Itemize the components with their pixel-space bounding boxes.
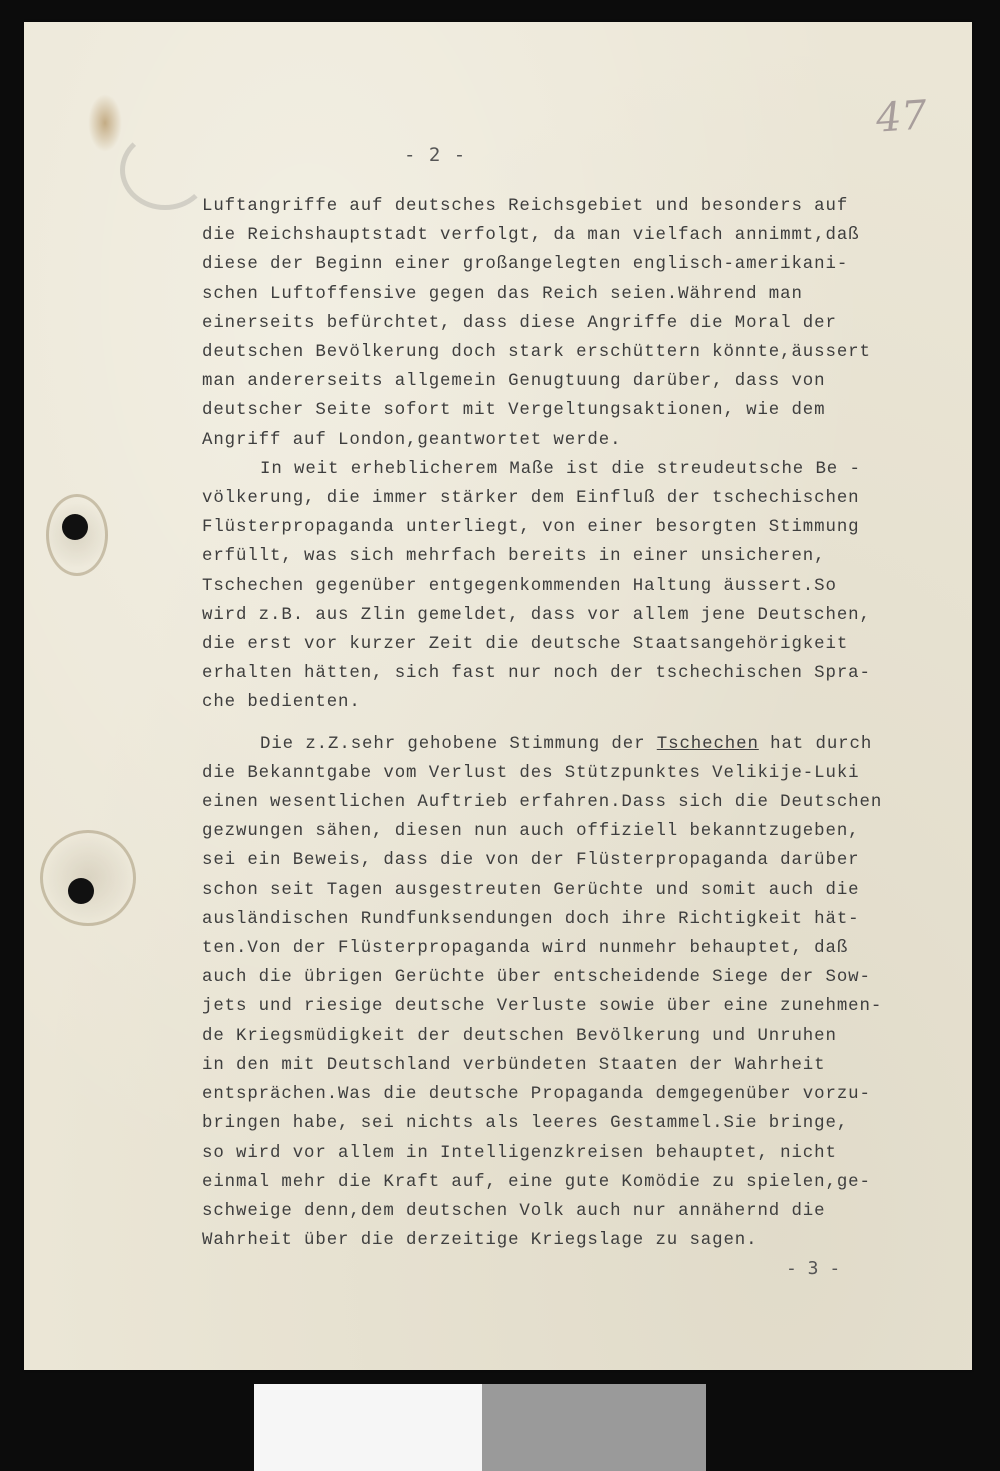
text-line: sei ein Beweis, dass die von der Flüsterpropaganda darüber: [202, 851, 860, 871]
text-line: deutschen Bevölkerung doch stark erschüttern könnte,äussert: [202, 343, 871, 363]
text-line: völkerung, die immer stärker dem Einfluß der tschechischen: [202, 489, 860, 509]
text-line: man andererseits allgemein Genugtuung darüber, dass von: [202, 372, 826, 392]
text-line: wird z.B. aus Zlin gemeldet, dass vor allem jene Deutschen,: [202, 605, 871, 625]
text-line: Wahrheit über die derzeitige Kriegslage zu sagen.: [202, 1231, 758, 1251]
text-line: schweige denn,dem deutschen Volk auch nur annähernd die: [202, 1201, 826, 1221]
page-number: - 2 -: [404, 144, 467, 166]
text-line: Luftangriffe auf deutsches Reichsgebiet und besonders auf: [202, 197, 849, 216]
calibration-strip-grey: [482, 1384, 706, 1471]
text-line: Angriff auf London,geantwortet werde.: [202, 430, 622, 450]
text-line: deutscher Seite sofort mit Vergeltungsaktionen, wie dem: [202, 401, 826, 421]
text-line: entsprächen.Was die deutsche Propaganda demgegenüber vorzu-: [202, 1085, 871, 1105]
text-line: einmal mehr die Kraft auf, eine gute Komödie zu spielen,ge-: [202, 1172, 871, 1192]
text-line: gezwungen sähen, diesen nun auch offiziell bekanntzugeben,: [202, 822, 860, 842]
text-line: In weit erheblicherem Maße ist die streudeutsche Be -: [260, 459, 861, 479]
paragraph-gap: [202, 718, 922, 730]
text-segment: hat durch: [758, 734, 873, 754]
text-line: erfüllt, was sich mehrfach bereits in einer unsicheren,: [202, 547, 826, 567]
grey-smudge-top-left: [120, 130, 210, 210]
text-line: diese der Beginn einer großangelegten englisch-amerikani-: [202, 255, 849, 275]
text-line: erhalten hätten, sich fast nur noch der tschechischen Spra-: [202, 664, 871, 684]
text-line: Tschechen gegenüber entgegenkommenden Haltung äussert.So: [202, 576, 837, 596]
text-line: so wird vor allem in Intelligenzkreisen behauptet, nicht: [202, 1143, 837, 1163]
text-line: jets und riesige deutsche Verluste sowie über eine zunehmen-: [202, 997, 883, 1017]
text-segment: Die z.Z.sehr gehobene Stimmung der: [260, 734, 657, 754]
text-line: einerseits befürchtet, dass diese Angriffe die Moral der: [202, 313, 837, 333]
text-line: die Reichshauptstadt verfolgt, da man vielfach annimmt,daß: [202, 226, 860, 246]
text-line: auch die übrigen Gerüchte über entscheidende Siege der Sow-: [202, 968, 871, 988]
burn-ring-bottom: [40, 830, 136, 926]
folio-number: 47: [874, 92, 929, 142]
underlined-word: Tschechen: [656, 734, 759, 754]
text-line: ausländischen Rundfunksendungen doch ihre Richtigkeit hät-: [202, 909, 860, 929]
text-line: che bedienten.: [202, 693, 361, 713]
calibration-strip-white: [254, 1384, 482, 1471]
rust-stain-top-left: [88, 94, 122, 152]
text-line: [202, 730, 922, 759]
punch-hole-bottom: [68, 878, 94, 904]
text-line: ten.Von der Flüsterpropaganda wird nunmehr behauptet, daß: [202, 939, 849, 959]
catchword: - 3 -: [786, 1258, 841, 1279]
text-line: schon seit Tagen ausgestreuten Gerüchte und somit auch die: [202, 880, 860, 900]
text-line: in den mit Deutschland verbündeten Staaten der Wahrheit: [202, 1055, 826, 1075]
body-text: [202, 192, 922, 1255]
text-line: schen Luftoffensive gegen das Reich seien.Während man: [202, 284, 803, 304]
text-line: die Bekanntgabe vom Verlust des Stützpunktes Velikije-Luki: [202, 763, 860, 783]
text-line: die erst vor kurzer Zeit die deutsche Staatsangehörigkeit: [202, 635, 849, 655]
text-line: de Kriegsmüdigkeit der deutschen Bevölkerung und Unruhen: [202, 1026, 837, 1046]
text-line: Flüsterpropaganda unterliegt, von einer besorgten Stimmung: [202, 518, 860, 538]
punch-hole-top: [62, 514, 88, 540]
text-line: bringen habe, sei nichts als leeres Gestammel.Sie bringe,: [202, 1114, 849, 1134]
document-page: [24, 22, 972, 1370]
text-line: einen wesentlichen Auftrieb erfahren.Dass sich die Deutschen: [202, 793, 883, 813]
